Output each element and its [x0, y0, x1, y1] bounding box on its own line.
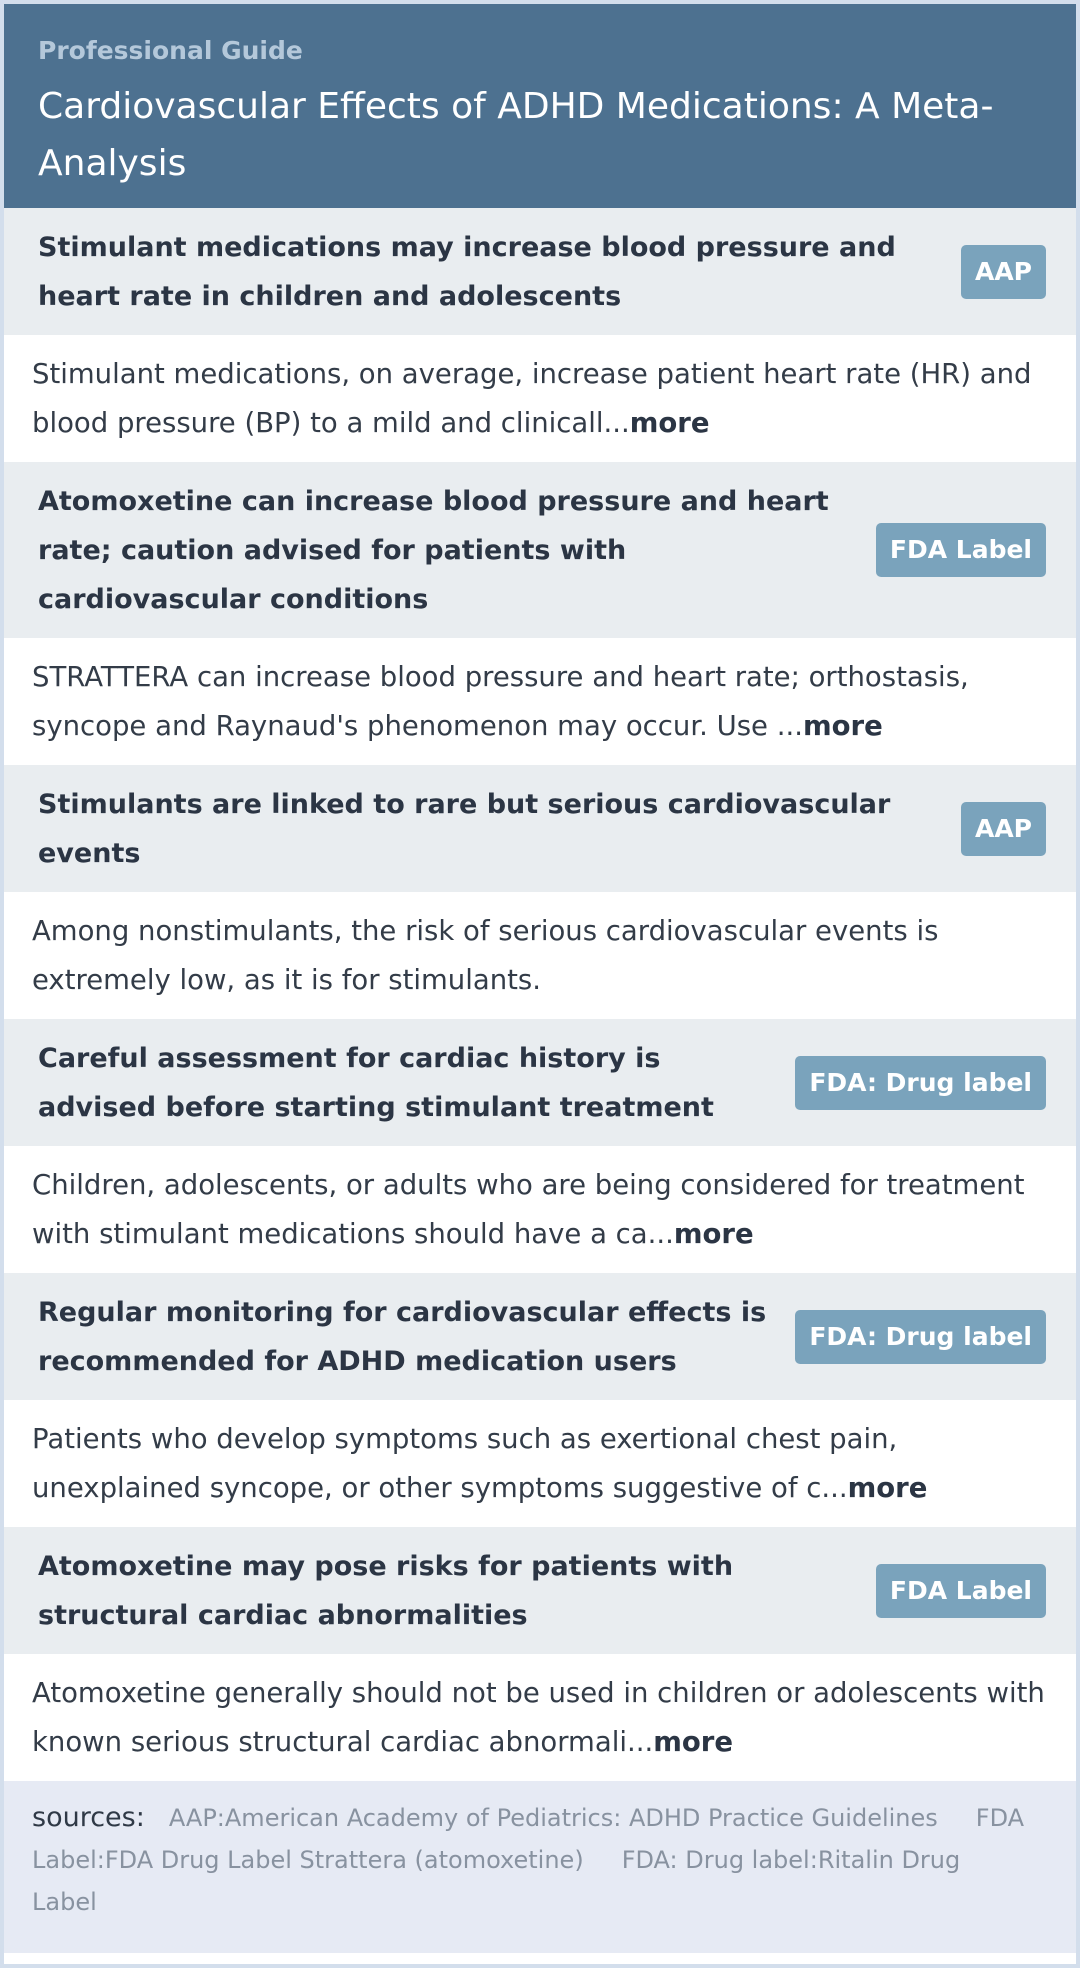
claim-text: Stimulant medications may increase blood pressure and heart rate in children and adolescents: [38, 231, 896, 312]
more-link[interactable]: more: [847, 1471, 928, 1504]
source-badge[interactable]: AAP: [961, 245, 1046, 299]
detail-snippet: Patients who develop symptoms such as exertional chest pain, unexplained syncope, or other symptoms suggestive of c...: [32, 1422, 898, 1504]
detail-text: [32, 1669, 1046, 1767]
detail-row: [4, 335, 1076, 462]
source-entry: AAP:American Academy of Pediatrics: ADHD Practice Guidelines: [168, 1804, 938, 1832]
detail-text: [32, 1161, 1046, 1259]
detail-row: [4, 638, 1076, 765]
claim-row: [4, 765, 1076, 892]
source-entry: FDA: Drug label:Ritalin Drug Label: [32, 1846, 961, 1916]
detail-snippet: Atomoxetine generally should not be used in children or adolescents with known serious structural cardiac abnormali...: [32, 1676, 1045, 1758]
claim-row: [4, 1019, 1076, 1146]
source-badge[interactable]: FDA Label: [876, 1564, 1046, 1618]
detail-text: [32, 653, 1046, 751]
more-link[interactable]: more: [629, 406, 710, 439]
detail-snippet: Children, adolescents, or adults who are being considered for treatment with stimulant medications should have a ca...: [32, 1168, 1025, 1250]
claim-row: [4, 1527, 1076, 1654]
detail-row: [4, 1146, 1076, 1273]
source-badge[interactable]: AAP: [961, 802, 1046, 856]
claim-text: Atomoxetine may pose risks for patients with structural cardiac abnormalities: [38, 1550, 734, 1631]
guide-kicker: Professional Guide: [38, 36, 303, 65]
more-link[interactable]: more: [653, 1725, 733, 1758]
more-link[interactable]: more: [802, 709, 883, 742]
claim-row: [4, 462, 1076, 638]
detail-row: [4, 1654, 1076, 1781]
detail-row: [4, 1400, 1076, 1527]
detail-snippet: STRATTERA can increase blood pressure and heart rate; orthostasis, syncope and Raynaud's phenomenon may occur. Use ...: [32, 660, 969, 742]
guide-header: [4, 4, 1076, 208]
detail-snippet: Among nonstimulants, the risk of serious cardiovascular events is extremely low, as it is for stimulants.: [32, 914, 939, 996]
claim-text: Atomoxetine can increase blood pressure and heart rate; caution advised for patients with cardiovascular conditions: [38, 485, 829, 615]
source-badge[interactable]: FDA: Drug label: [795, 1310, 1046, 1364]
source-badge[interactable]: FDA: Drug label: [795, 1056, 1046, 1110]
claim-text: Stimulants are linked to rare but serious cardiovascular events: [38, 788, 891, 869]
page-title: Cardiovascular Effects of ADHD Medications: A Meta-Analysis: [38, 86, 994, 184]
sources-label: sources:: [32, 1802, 145, 1833]
detail-row: [4, 892, 1076, 1019]
claim-text: Regular monitoring for cardiovascular effects is recommended for ADHD medication users: [38, 1296, 767, 1377]
sources-footer: [4, 1781, 1076, 1953]
claim-row: [4, 1273, 1076, 1400]
more-link[interactable]: more: [673, 1217, 754, 1250]
claim-row: [4, 208, 1076, 335]
detail-text: [32, 1415, 1046, 1513]
source-badge[interactable]: FDA Label: [876, 523, 1046, 577]
detail-text: [32, 350, 1046, 448]
detail-text: [32, 907, 1046, 1005]
claim-text: Careful assessment for cardiac history is advised before starting stimulant treatment: [38, 1042, 714, 1123]
source-entry: FDA Label:FDA Drug Label Strattera (atomoxetine): [32, 1804, 1025, 1874]
detail-snippet: Stimulant medications, on average, increase patient heart rate (HR) and blood pressure (BP) to a mild and clinicall...: [32, 357, 1032, 439]
